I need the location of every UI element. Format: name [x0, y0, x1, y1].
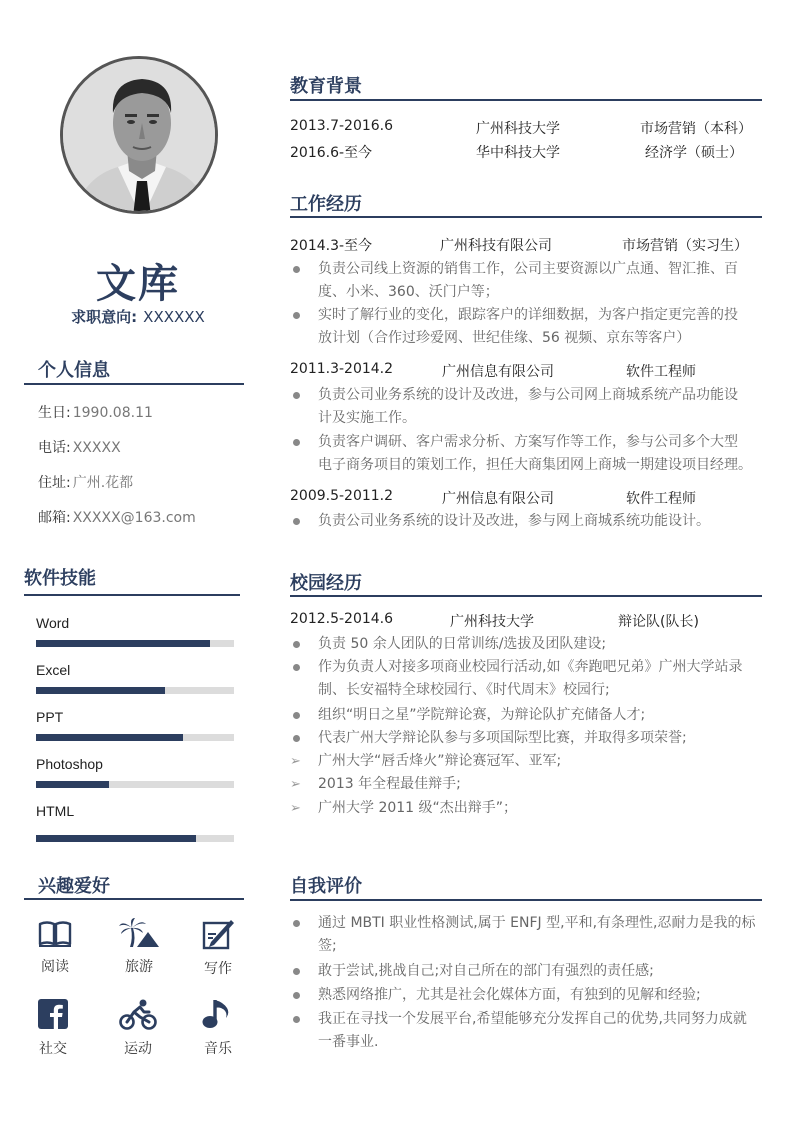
- bullet-dot: [293, 392, 300, 399]
- campus-date: 2012.5-2014.6: [290, 611, 394, 627]
- edu-major: 经济学（硕士）: [645, 145, 743, 161]
- skill-bar-track: [36, 835, 234, 842]
- bullet-line: 组织“明日之星”学院辩论赛，为辩论队扩充储备人才;: [318, 707, 646, 723]
- hobby-label: 运动: [124, 1041, 152, 1057]
- skill-bar-fill: [36, 687, 165, 694]
- skill-name: HTML: [36, 803, 75, 819]
- job-intent: [0, 306, 276, 327]
- bullet-line: 实时了解行业的变化，跟踪客户的详细数据，为客户指定更完善的投: [318, 307, 738, 323]
- info-phone: [38, 437, 121, 457]
- info-address: [38, 472, 133, 492]
- edu-date: 2016.6-至今: [290, 145, 373, 161]
- education-row: [290, 118, 762, 138]
- job-company: 广州信息有限公司: [442, 364, 554, 380]
- bullet-dot: [293, 312, 300, 319]
- facebook-icon: [37, 998, 69, 1030]
- job-header: [290, 488, 762, 508]
- avatar: [60, 56, 218, 214]
- job-position: 市场营销（实习生）: [622, 238, 748, 254]
- hobby-sports: [108, 998, 168, 1058]
- campus-bullet: [290, 704, 762, 727]
- self-eval-divider: [290, 899, 762, 901]
- campus-role: 辩论队(队长): [618, 614, 699, 630]
- bullet-dot: [293, 735, 300, 742]
- skill-bar-fill: [36, 734, 183, 741]
- job-bullet: [290, 304, 762, 350]
- job-date: 2011.3-2014.2: [290, 361, 394, 377]
- info-email: [38, 507, 196, 527]
- job-bullet: [290, 431, 762, 477]
- skill-bar-track: [36, 734, 234, 741]
- campus-title: 校园经历: [290, 573, 362, 594]
- education-divider: [290, 99, 762, 101]
- job-header: [290, 361, 762, 381]
- info-value: XXXXX: [72, 440, 121, 456]
- bullet-line: 通过 MBTI 职业性格测试,属于 ENFJ 型,平和,有条理性,忍耐力是我的标: [318, 915, 756, 931]
- bullet-line: 2013 年全程最佳辩手;: [318, 776, 461, 792]
- campus-header: [290, 611, 762, 631]
- education-title: 教育背景: [290, 76, 362, 97]
- bullet-line: 负责公司线上资源的销售工作，公司主要资源以广点通、智汇推、百: [318, 261, 738, 277]
- bullet-line: 制、长安福特全球校园行、《时代周末》校园行;: [318, 682, 610, 698]
- campus-bullet: [290, 633, 762, 656]
- portrait-photo: [63, 59, 218, 214]
- bullet-dot: [293, 920, 300, 927]
- job-company: 广州科技有限公司: [440, 238, 552, 254]
- campus-bullet: [290, 797, 762, 820]
- campus-divider: [290, 595, 762, 597]
- skill-bar-track: [36, 687, 234, 694]
- bullet-dot: [293, 518, 300, 525]
- hobby-label: 旅游: [125, 959, 153, 975]
- job-bullet: [290, 258, 762, 304]
- hobby-social: [23, 998, 83, 1058]
- bullet-line: 负责公司业务系统的设计及改进，参与公司网上商城系统产品功能设: [318, 387, 738, 403]
- self-eval-title: 自我评价: [290, 876, 362, 897]
- bullet-line: 负责客户调研、客户需求分析、方案写作等工作，参与公司多个大型: [318, 434, 738, 450]
- bullet-line: 放计划（合作过珍爱网、世纪佳缘、56 视频、京东等客户）: [318, 330, 691, 346]
- bullet-line: 广州大学 2011 级“杰出辩手”；: [318, 800, 518, 816]
- work-divider: [290, 216, 762, 218]
- bullet-dot: [293, 1016, 300, 1023]
- info-label: 生日:: [38, 405, 71, 421]
- info-label: 电话:: [38, 440, 71, 456]
- hobby-reading: [25, 918, 85, 976]
- job-date: 2009.5-2011.2: [290, 488, 394, 504]
- campus-bullet: [290, 750, 762, 773]
- job-date: 2014.3-至今: [290, 238, 373, 254]
- self-eval-bullet: [290, 1008, 762, 1054]
- bullet-dot: [293, 712, 300, 719]
- skills-divider: [24, 594, 240, 596]
- hobbies-title: 兴趣爱好: [38, 876, 110, 897]
- bullet-line: 熟悉网络推广，尤其是社会化媒体方面，有独到的见解和经验;: [318, 987, 701, 1003]
- bullet-line: 广州大学“唇舌烽火”辩论赛冠军、亚军;: [318, 753, 562, 769]
- bullet-line: 作为负责人对接多项商业校园行活动,如《奔跑吧兄弟》广州大学站录: [318, 659, 743, 675]
- edu-school: 广州科技大学: [476, 121, 560, 137]
- book-icon: [37, 918, 73, 948]
- job-company: 广州信息有限公司: [442, 491, 554, 507]
- self-eval-bullet: [290, 960, 762, 983]
- edu-major: 市场营销（本科）: [640, 121, 752, 137]
- info-label: 住址:: [38, 475, 71, 491]
- skill-bar-track: [36, 640, 234, 647]
- self-eval-bullet: [290, 912, 762, 958]
- hobby-writing: [188, 918, 248, 978]
- hobby-label: 阅读: [41, 959, 69, 975]
- skill-bar-track: [36, 781, 234, 788]
- bullet-line: 敢于尝试,挑战自己;对自己所在的部门有强烈的责任感;: [318, 963, 654, 979]
- bullet-line: 一番事业.: [318, 1034, 379, 1050]
- job-bullet: [290, 384, 762, 430]
- hobby-label: 音乐: [204, 1041, 232, 1057]
- job-position: 软件工程师: [626, 491, 696, 507]
- candidate-name: 文库: [96, 261, 180, 307]
- bullet-dot: [293, 641, 300, 648]
- job-intent-value: XXXXXX: [143, 308, 205, 326]
- bullet-line: 签;: [318, 938, 337, 954]
- bullet-line: 我正在寻找一个发展平台,希望能够充分发挥自己的优势,共同努力成就: [318, 1011, 747, 1027]
- hobby-music: [188, 998, 248, 1058]
- info-value: XXXXX@163.com: [72, 510, 196, 526]
- palm-tree-icon: [119, 918, 159, 948]
- job-position: 软件工程师: [626, 364, 696, 380]
- campus-bullet: [290, 656, 762, 702]
- hobbies-divider: [24, 898, 244, 900]
- arrow-bullet-icon: ➢: [290, 801, 301, 816]
- skills-title: 软件技能: [24, 568, 96, 589]
- writing-icon: [201, 918, 235, 950]
- arrow-bullet-icon: ➢: [290, 754, 301, 769]
- info-label: 邮箱:: [38, 510, 71, 526]
- personal-info-title: 个人信息: [38, 360, 110, 381]
- job-header: [290, 235, 762, 255]
- personal-info-divider: [24, 383, 244, 385]
- skill-name: Photoshop: [36, 756, 103, 772]
- campus-bullet: [290, 773, 762, 796]
- education-row: [290, 142, 762, 162]
- bullet-line: 负责公司业务系统的设计及改进，参与网上商城系统功能设计。: [318, 513, 710, 529]
- skill-bar-fill: [36, 640, 210, 647]
- bullet-dot: [293, 664, 300, 671]
- hobby-label: 写作: [204, 961, 232, 977]
- bullet-line: 负责 50 余人团队的日常训练/选拔及团队建设;: [318, 636, 607, 652]
- job-bullet: [290, 510, 762, 533]
- bullet-dot: [293, 968, 300, 975]
- skill-bar-fill: [36, 781, 109, 788]
- hobby-label: 社交: [39, 1041, 67, 1057]
- job-intent-label: 求职意向:: [71, 308, 138, 326]
- edu-date: 2013.7-2016.6: [290, 118, 394, 134]
- info-birthday: [38, 402, 153, 422]
- bullet-dot: [293, 439, 300, 446]
- info-value: 1990.08.11: [72, 405, 153, 421]
- arrow-bullet-icon: ➢: [290, 777, 301, 792]
- music-note-icon: [201, 998, 235, 1030]
- skill-bar-fill: [36, 835, 196, 842]
- bullet-line: 电子商务项目的策划工作，担任大商集团网上商城一期建设项目经理。: [318, 457, 752, 473]
- bullet-line: 代表广州大学辩论队参与多项国际型比赛，并取得多项荣誉;: [318, 730, 687, 746]
- hobby-travel: [109, 918, 169, 976]
- skill-name: Excel: [36, 662, 71, 678]
- skill-name: PPT: [36, 709, 64, 725]
- info-value: 广州.花都: [72, 475, 134, 491]
- bullet-dot: [293, 992, 300, 999]
- bullet-line: 计及实施工作。: [318, 410, 416, 426]
- bullet-line: 度、小米、360、沃门户等；: [318, 284, 499, 300]
- campus-bullet: [290, 727, 762, 750]
- campus-school: 广州科技大学: [450, 614, 534, 630]
- self-eval-bullet: [290, 984, 762, 1007]
- bullet-dot: [293, 266, 300, 273]
- edu-school: 华中科技大学: [476, 145, 560, 161]
- cycling-icon: [118, 998, 158, 1030]
- skill-name: Word: [36, 615, 70, 631]
- work-title: 工作经历: [290, 194, 362, 215]
